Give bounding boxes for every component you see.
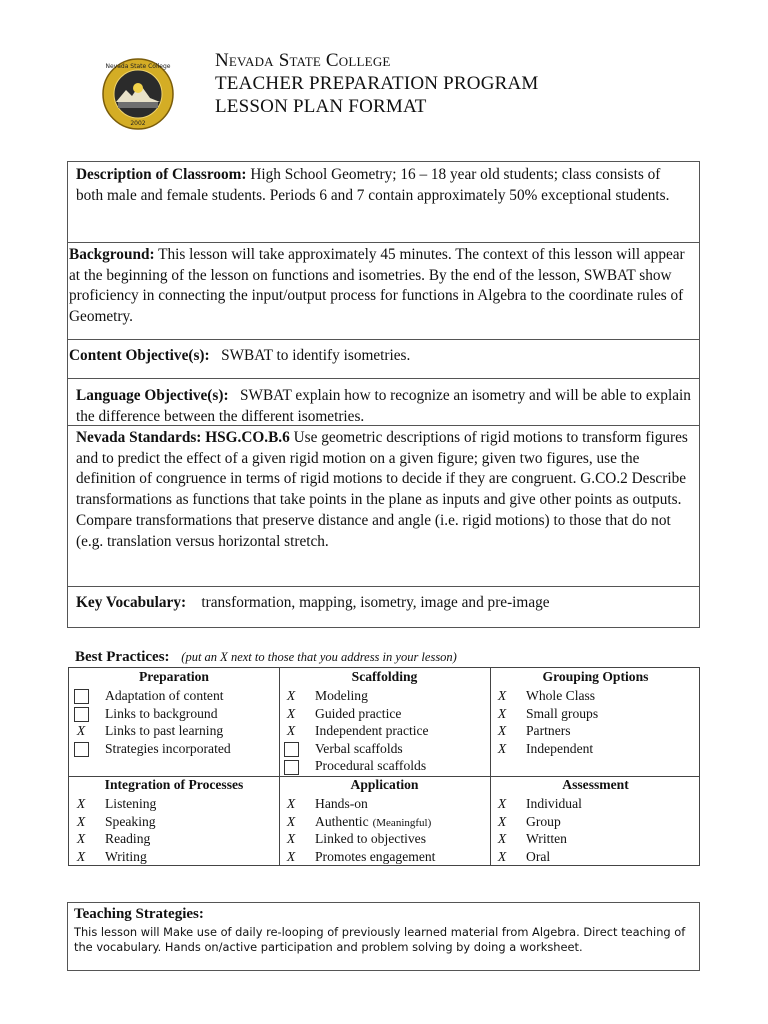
- x-mark[interactable]: X: [286, 796, 296, 811]
- x-mark[interactable]: X: [497, 688, 507, 703]
- grouping-item: [494, 722, 571, 739]
- application-item: [283, 848, 435, 865]
- checkbox-cell[interactable]: [73, 705, 89, 722]
- language-objective-text: SWBAT explain how to recognize an isometry and will be able to explain the difference between the different isometries.: [76, 387, 691, 425]
- language-objective-label-suffix: (s):: [207, 387, 229, 404]
- standards-text: Use geometric descriptions of rigid motions to transform figures and to predict the effect of a given rigid motion on a given figure; given two figures, use the definition of congruence in terms of rigid motions to decide if they are congruent. G.CO.2 Describe transformations as functions that take points in the plane as inputs and give other points as outputs. Compare transformations that preserve distance and angle (i.e. rigid motions) to those that do not (e.g. translation versus horizontal stretch.: [76, 429, 688, 550]
- item-label: Procedural scaffolds: [315, 758, 427, 774]
- college-name: Nevada State College: [215, 50, 391, 71]
- assessment-item: [494, 830, 567, 847]
- item-label: Independent practice: [315, 723, 429, 739]
- grouping-item: [494, 705, 598, 722]
- checkbox[interactable]: [284, 742, 299, 757]
- preparation-item: [73, 705, 218, 722]
- scaffolding-item: [283, 740, 403, 757]
- item-label: Modeling: [315, 688, 368, 703]
- classroom-text: High School Geometry; 16 – 18 year old students; class consists of both male and female students. Periods 6 and 7 contain approximately 50% exceptional students.: [76, 166, 670, 204]
- program-title: TEACHER PREPARATION PROGRAM: [215, 72, 539, 94]
- scaffolding-item: [283, 722, 429, 739]
- x-mark[interactable]: X: [497, 831, 507, 847]
- grouping-item: [494, 740, 593, 757]
- item-label: Links to background: [105, 705, 218, 721]
- preparation-item: [73, 687, 224, 704]
- item-label: Small groups: [526, 705, 599, 721]
- best-practices-label: Best Practices:: [75, 649, 170, 665]
- teaching-strategies-label: Teaching Strategies:: [74, 906, 204, 922]
- item-label: Reading: [105, 831, 151, 847]
- scaffolding-item: [283, 705, 401, 722]
- x-mark[interactable]: X: [286, 813, 296, 829]
- grid-divider: [490, 668, 491, 865]
- vocabulary-text: transformation, mapping, isometry, image and pre-image: [201, 594, 550, 611]
- assessment-item: [494, 813, 561, 830]
- checkbox-cell[interactable]: [283, 740, 299, 757]
- content-objective-label-suffix: (s):: [188, 347, 210, 364]
- item-label: Linked to objectives: [315, 831, 426, 847]
- integration-item: [73, 830, 150, 847]
- item-label: Group: [526, 813, 561, 829]
- item-label: Promotes engagement: [315, 848, 436, 864]
- assessment-item: [494, 795, 582, 812]
- document-header: [215, 50, 539, 118]
- item-label: Guided practice: [315, 705, 402, 721]
- grouping-heading: Grouping Options: [542, 669, 649, 684]
- item-label: Links to past learning: [105, 723, 224, 739]
- application-heading: Application: [350, 777, 419, 792]
- lesson-plan-table: [67, 161, 700, 628]
- vocabulary-label: Key Vocabulary:: [76, 594, 187, 611]
- item-label: Authentic: [315, 813, 369, 829]
- language-objective-label: Language Objective: [76, 387, 208, 404]
- x-mark[interactable]: X: [286, 705, 296, 721]
- integration-heading: Integration of Processes: [104, 777, 244, 792]
- x-mark[interactable]: X: [497, 740, 507, 756]
- application-item: [283, 795, 368, 812]
- integration-item: [73, 813, 156, 830]
- best-practices-heading: [75, 649, 457, 666]
- x-mark[interactable]: X: [497, 848, 507, 864]
- item-label: Strategies incorporated: [105, 740, 231, 756]
- checkbox-cell[interactable]: [283, 757, 299, 774]
- standards-section: [68, 425, 699, 587]
- x-mark[interactable]: X: [497, 796, 507, 811]
- background-section: [68, 243, 699, 340]
- background-text: This lesson will take approximately 45 minutes. The context of this lesson will appear at the beginning of the lesson on functions and isometries. By the end of the lesson, SWBAT show proficiency in connecting the input/output process for functions in Algebra to the coordinate rules of Geometry.: [69, 246, 685, 326]
- x-mark[interactable]: X: [497, 813, 507, 829]
- scaffolding-item: [283, 757, 426, 774]
- assessment-heading: Assessment: [562, 777, 629, 792]
- preparation-item: [73, 722, 223, 739]
- preparation-heading: Preparation: [139, 669, 209, 684]
- standards-label: Nevada Standards: HSG.CO.B.6: [76, 429, 290, 446]
- college-seal-logo: [102, 58, 174, 130]
- x-mark[interactable]: X: [76, 723, 86, 739]
- classroom-section: [68, 162, 699, 243]
- checkbox[interactable]: [74, 689, 89, 704]
- background-label: Background:: [69, 246, 155, 263]
- application-item: [283, 830, 426, 847]
- content-objective-text: SWBAT to identify isometries.: [221, 347, 411, 364]
- scaffolding-item: [283, 687, 368, 704]
- integration-item: [73, 795, 156, 812]
- classroom-label: Description of Classroom:: [76, 166, 247, 183]
- best-practices-grid: [68, 667, 700, 866]
- preparation-item: [73, 740, 231, 757]
- x-mark[interactable]: X: [497, 723, 507, 739]
- item-label: Oral: [526, 848, 551, 864]
- item-label: Adaptation of content: [105, 688, 224, 703]
- language-objective-section: [68, 379, 699, 425]
- content-objective-section: [68, 340, 699, 379]
- x-mark[interactable]: X: [286, 831, 296, 847]
- vocabulary-section: [68, 587, 699, 629]
- grid-divider: [279, 668, 280, 865]
- integration-item: [73, 848, 147, 865]
- seal-year: 2002: [130, 120, 146, 127]
- checkbox-cell[interactable]: [73, 687, 89, 704]
- format-title: LESSON PLAN FORMAT: [215, 95, 427, 117]
- item-label: Verbal scaffolds: [315, 740, 403, 756]
- x-mark[interactable]: X: [286, 848, 296, 864]
- scaffolding-heading: Scaffolding: [351, 669, 418, 684]
- x-mark[interactable]: X: [286, 723, 296, 739]
- item-label: Whole Class: [526, 688, 596, 703]
- item-label: Partners: [526, 723, 571, 739]
- item-label: Written: [526, 831, 567, 847]
- x-mark[interactable]: X: [76, 831, 86, 847]
- x-mark[interactable]: X: [497, 705, 507, 721]
- checkbox[interactable]: [74, 707, 89, 722]
- item-label-suffix: (Meaningful): [372, 816, 432, 829]
- item-label: Independent: [526, 740, 594, 756]
- checkbox[interactable]: [284, 760, 299, 775]
- seal-text: Nevada State College: [105, 63, 171, 70]
- x-mark[interactable]: X: [286, 688, 296, 703]
- checkbox-cell[interactable]: [73, 740, 89, 757]
- x-mark[interactable]: X: [76, 796, 86, 811]
- best-practices-note: (put an X next to those that you address in your lesson): [181, 650, 457, 664]
- x-mark[interactable]: X: [76, 848, 86, 864]
- item-label: Hands-on: [315, 796, 368, 811]
- teaching-strategies-section: [67, 902, 700, 971]
- item-label: Listening: [105, 796, 157, 811]
- content-objective-label: Content Objective: [69, 347, 189, 364]
- assessment-item: [494, 848, 550, 865]
- item-label: Writing: [105, 848, 147, 864]
- item-label: Individual: [526, 796, 582, 811]
- checkbox[interactable]: [74, 742, 89, 757]
- teaching-strategies-text: This lesson will Make use of daily re-looping of previously learned material from Algebra. Direct teaching of the vocabulary. Hands on/active participation and problem solving by doing a worksheet.: [74, 925, 686, 954]
- grouping-item: [494, 687, 595, 704]
- x-mark[interactable]: X: [76, 813, 86, 829]
- application-item: [283, 813, 431, 830]
- item-label: Speaking: [105, 813, 156, 829]
